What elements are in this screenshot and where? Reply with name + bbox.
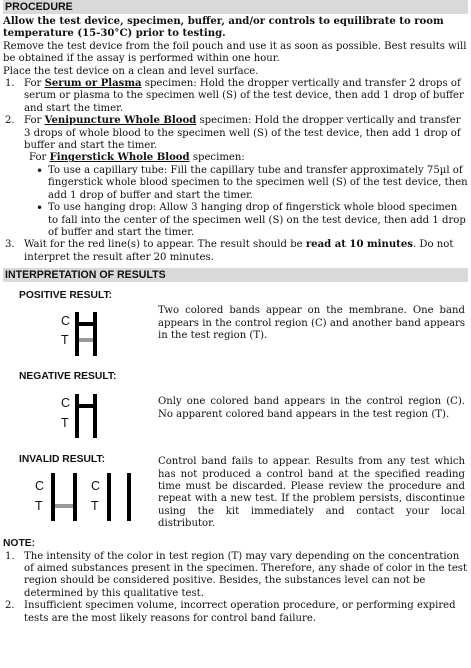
- note-item: [3, 551, 468, 601]
- strip-right-edge: [93, 394, 97, 438]
- step-text: specimen: Hold the dropper vertically and transfer 2 drops of serum or plasma to the specimen well (S) of the test device, then add 1 drop of buffer and start the timer.: [24, 78, 464, 114]
- test-letter: T: [35, 499, 43, 514]
- step-text: For: [24, 78, 45, 90]
- control-letter: C: [35, 479, 45, 494]
- strip-left-edge: [75, 312, 79, 356]
- strip-right-edge: [73, 473, 77, 521]
- step-wait-read: [3, 239, 468, 264]
- ifu-page: [3, 0, 468, 625]
- positive-label: POSITIVE RESULT:: [19, 290, 113, 302]
- strip-right-edge: [127, 473, 131, 521]
- notes-list: [3, 551, 468, 625]
- strip-right-edge: [93, 312, 97, 356]
- test-letter: T: [61, 416, 69, 431]
- step-text: For: [24, 115, 45, 127]
- control-letter: C: [91, 479, 101, 494]
- test-letter: T: [91, 499, 99, 514]
- hanging-drop-method: • To use hanging drop: Allow 3 hanging drop of fingerstick whole blood specimen to fall into the center of the specimen well (S) on the test device, then add 1 drop of buffer and start the timer.: [3, 202, 468, 239]
- step-number: 2.: [5, 115, 15, 127]
- note-text: Insufficient specimen volume, incorrect operation procedure, or performing expired tests are the most likely reasons for control band failure.: [24, 600, 456, 624]
- step-text: specimen: Hold the dropper vertically and transfer 3 drops of whole blood to the specimen well (S) of the test device, then add 1 drop of buffer and start the timer.: [24, 115, 461, 152]
- test-band: [55, 504, 73, 508]
- procedure-steps-cont: [3, 239, 468, 264]
- place-device-instruction: Place the test device on a clean and level surface.: [3, 65, 259, 77]
- equilibrate-instruction: Allow the test device, specimen, buffer, and/or controls to equilibrate to room temperature (15-30°C) prior to testing.: [3, 16, 444, 40]
- negative-label: NEGATIVE RESULT:: [19, 371, 117, 383]
- control-band: [79, 404, 93, 408]
- interpretation-heading: INTERPRETATION OF RESULTS: [3, 268, 468, 282]
- step-serum-plasma: [3, 78, 468, 115]
- procedure-heading: PROCEDURE: [3, 0, 468, 14]
- note-text: The intensity of the color in test region (T) may vary depending on the concentration of aimed substances present in the specimen. Therefore, any shade of color in the test region should be considered positive. Besides, the substances level can not be determined by this qualitative test.: [24, 550, 468, 599]
- step-number: 1.: [5, 78, 15, 90]
- strip-left-edge: [107, 473, 111, 521]
- capillary-tube-method: • To use a capillary tube: Fill the capillary tube and transfer approximately 75µl of fingerstick whole blood specimen to the specimen well (S) of the test device, then add 1 drop of buffer and start the timer.: [3, 165, 468, 202]
- note-item: [3, 600, 468, 625]
- read-time: read at 10 minutes: [305, 239, 413, 251]
- step-text: Wait for the red line(s) to appear. The result should be: [24, 239, 306, 251]
- specimen-term: Serum or Plasma: [44, 78, 142, 90]
- results-area: [3, 282, 468, 538]
- control-band: [79, 322, 93, 326]
- negative-description: Only one colored band appears in the control region (C). No apparent colored band appears in the test region (T).: [158, 396, 465, 420]
- control-letter: C: [61, 314, 71, 329]
- step-number: 3.: [5, 239, 15, 251]
- step-venipuncture: [3, 115, 468, 152]
- note-number: 2.: [5, 600, 15, 612]
- subtitle-text: specimen:: [189, 152, 245, 164]
- fingerstick-methods: [3, 165, 468, 239]
- note-heading: NOTE:: [3, 538, 36, 550]
- strip-left-edge: [51, 473, 55, 521]
- invalid-description: Control band fails to appear. Results from any test which has not produced a control band at the specified reading time must be discarded. Please review the procedure and repeat with a new test. If the problem persists, discontinue using the kit immediately and contact your local distributor.: [158, 456, 465, 530]
- strip-left-edge: [75, 394, 79, 438]
- note-number: 1.: [5, 550, 15, 562]
- test-band: [79, 338, 93, 342]
- test-letter: T: [61, 333, 69, 348]
- step-text: . Do not interpret the result after 20 minutes.: [24, 239, 454, 263]
- invalid-label: INVALID RESULT:: [19, 454, 105, 466]
- positive-description: Two colored bands appear on the membrane. One band appears in the control region (C) and another band appears in the test region (T).: [158, 305, 465, 341]
- specimen-term: Venipuncture Whole Blood: [44, 115, 197, 127]
- remove-device-instruction: Remove the test device from the foil pouch and use it as soon as possible. Best results will be obtained if the assay is performed within one hour.: [3, 40, 467, 65]
- control-letter: C: [61, 396, 71, 411]
- subtitle-text: For: [29, 152, 50, 164]
- procedure-steps: [3, 78, 468, 152]
- fingerstick-subtitle: [3, 152, 468, 164]
- specimen-term: Fingerstick Whole Blood: [49, 152, 190, 164]
